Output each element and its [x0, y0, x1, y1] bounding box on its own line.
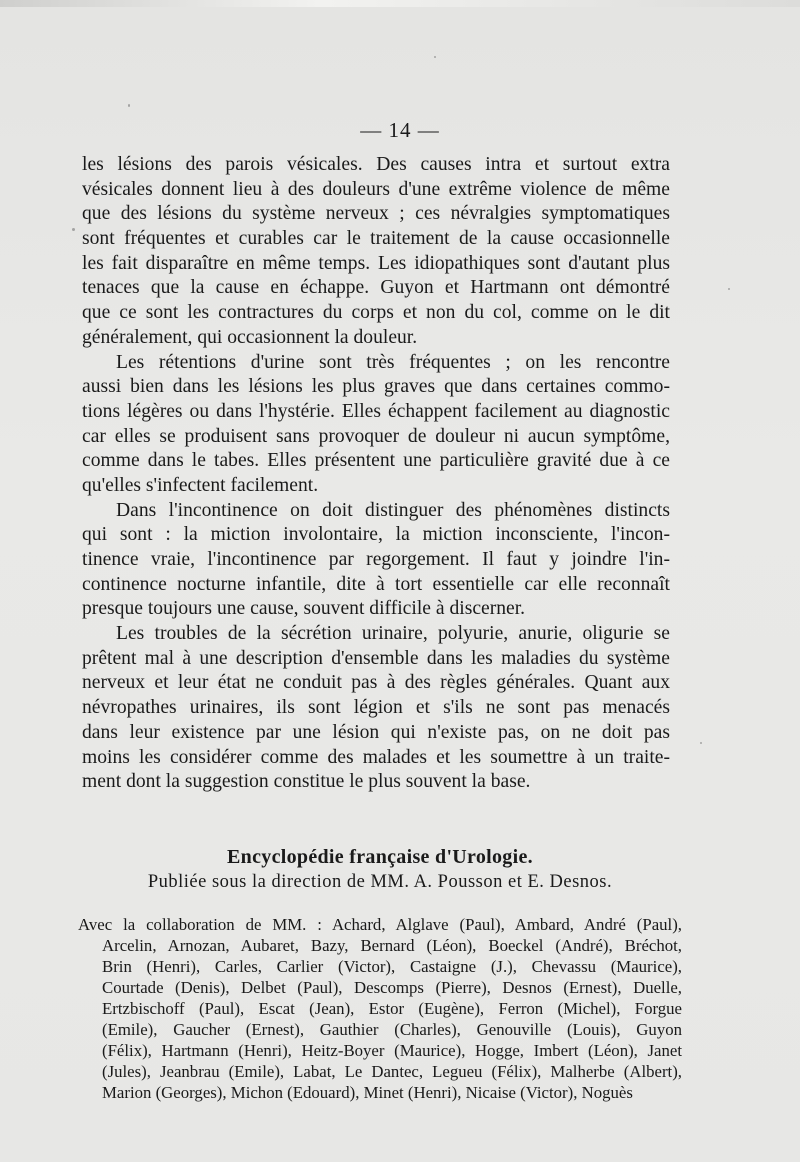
- body-text: [82, 153, 670, 795]
- text-line: prêtent mal à une description d'ensemble dans les maladies du système: [82, 647, 670, 669]
- text-line: que ce sont les contractures du corps et non du col, comme on le dit: [82, 302, 670, 324]
- text-line: Les troubles de la sécrétion urinaire, polyurie, anurie, oligurie se: [116, 623, 670, 645]
- collaborators-line: Ertzbischoff (Paul), Escat (Jean), Estor (Eugène), Ferron (Michel), Forgue: [102, 999, 682, 1018]
- text-line: ment dont la suggestion constitue le plus souvent la base.: [82, 771, 531, 793]
- text-line: tenaces que la cause en échappe. Guyon et Hartmann ont démontré: [82, 277, 670, 299]
- encyclopedia-title: Encyclopédie française d'Urologie.: [227, 846, 533, 868]
- text-line: que des lésions du système nerveux ; ces névralgies symptomatiques: [82, 203, 670, 225]
- paragraph: [82, 153, 670, 351]
- text-line: névropathes urinaires, ils sont légion et s'ils ne sont pas menacés: [82, 697, 670, 719]
- collaborators-line: Courtade (Denis), Delbet (Paul), Descomps (Pierre), Desnos (Ernest), Duelle,: [102, 978, 682, 997]
- encyclopedia-subtitle: Publiée sous la direction de MM. A. Pousson et E. Desnos.: [147, 872, 613, 892]
- collaborators-line: (Emile), Gaucher (Ernest), Gauthier (Charles), Genouville (Louis), Guyon: [102, 1020, 682, 1039]
- text-line: dans leur existence par une lésion qui n'existe pas, on ne doit pas: [82, 721, 670, 743]
- scan-speck: [72, 228, 75, 231]
- text-line: les fait disparaître en même temps. Les idiopathiques sont d'autant plus: [82, 252, 670, 274]
- text-line: presque toujours une cause, souvent difficile à discerner.: [82, 598, 526, 620]
- collaborators-list: [78, 914, 682, 1103]
- text-line: les lésions des parois vésicales. Des causes intra et surtout extra: [82, 154, 670, 175]
- scan-speck: [728, 288, 730, 290]
- text-line: tinence vraie, l'incontinence par regorgement. Il faut y joindre l'in-: [82, 549, 670, 570]
- text-line: car elles se produisent sans provoquer de douleur ni aucun symptôme,: [82, 425, 670, 447]
- paragraph: [82, 622, 670, 795]
- collaborators-line: Arcelin, Arnozan, Aubaret, Bazy, Bernard (Léon), Boeckel (André), Bréchot,: [102, 936, 682, 955]
- text-line: moins les considérer comme des malades et les soumettre à un traite-: [82, 746, 670, 768]
- text-line: continence nocturne infantile, dite à tort essentielle car elle reconnaît: [82, 573, 670, 595]
- page-top-edge: [0, 0, 800, 7]
- collaborators-line: Marion (Georges), Michon (Edouard), Minet (Henri), Nicaise (Victor), Noguès: [102, 1083, 633, 1102]
- text-line: généralement, qui occasionnent la douleur.: [82, 326, 418, 348]
- scan-speck: [700, 742, 702, 744]
- paragraph: [82, 351, 670, 499]
- page-number: — 14 —: [360, 118, 440, 142]
- text-line: nerveux et leur état ne conduit pas à des règles générales. Quant aux: [82, 672, 670, 694]
- text-line: tions légères ou dans l'hystérie. Elles échappent facilement au diagnostic: [82, 400, 670, 422]
- text-line: aussi bien dans les lésions les plus graves que dans certaines commo-: [82, 376, 670, 398]
- text-line: comme dans le tabes. Elles présentent une particulière gravité due à ce: [82, 450, 670, 472]
- scan-speck: [128, 104, 130, 107]
- collaborators-line: Brin (Henri), Carles, Carlier (Victor), Castaigne (J.), Chevassu (Maurice),: [102, 957, 682, 976]
- collaborators-line: (Jules), Jeanbrau (Emile), Labat, Le Dantec, Legueu (Félix), Malherbe (Albert),: [102, 1062, 682, 1081]
- text-line: qu'elles s'infectent facilement.: [82, 474, 319, 496]
- text-line: Les rétentions d'urine sont très fréquentes ; on les rencontre: [116, 351, 670, 373]
- text-line: qui sont : la miction involontaire, la miction inconsciente, l'incon-: [82, 524, 670, 546]
- text-line: Dans l'incontinence on doit distinguer des phénomènes distincts: [116, 499, 670, 521]
- text-line: vésicales donnent lieu à des douleurs d'une extrême violence de même: [82, 178, 670, 200]
- text-line: sont fréquentes et curables car le traitement de la cause occasionnelle: [82, 228, 670, 250]
- paragraph: [82, 499, 670, 622]
- collaborators-line: (Félix), Hartmann (Henri), Heitz-Boyer (Maurice), Hogge, Imbert (Léon), Janet: [102, 1041, 682, 1060]
- collaborators-line: Avec la collaboration de MM. : Achard, Alglave (Paul), Ambard, André (Paul),: [78, 915, 682, 934]
- scan-speck: [434, 56, 436, 58]
